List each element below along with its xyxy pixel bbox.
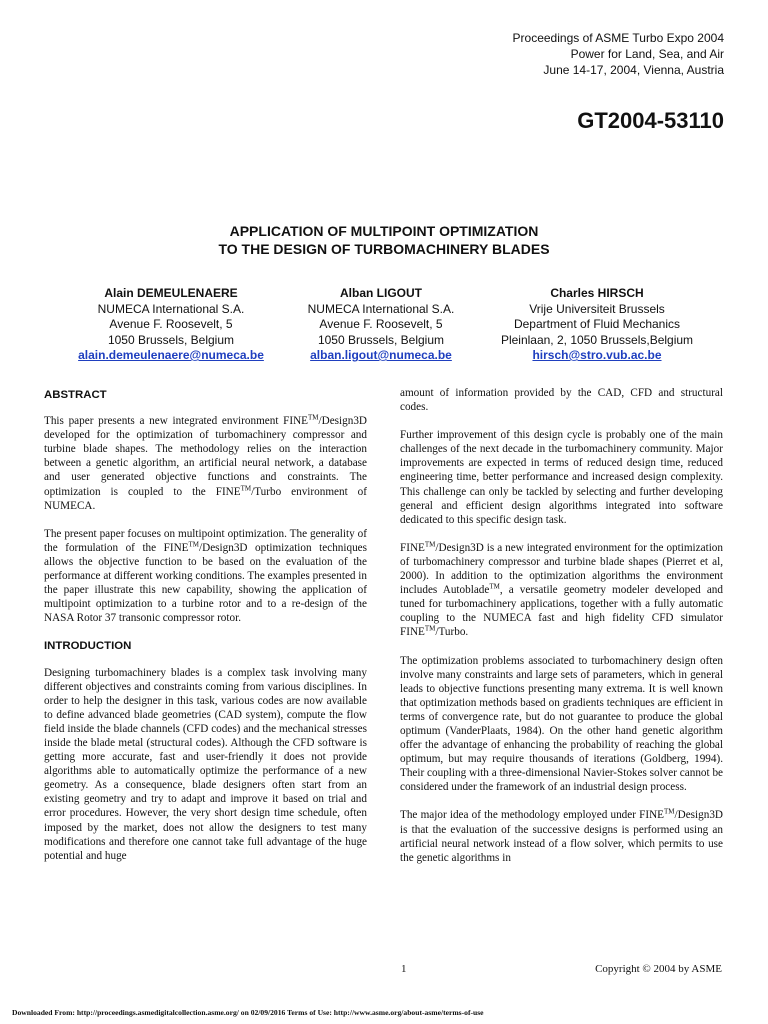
author-address: Department of Fluid Mechanics — [513, 317, 681, 331]
author-block — [266, 286, 496, 364]
body-paragraph: Designing turbomachinery blades is a complex task involving many different objectives and constraints coming from various disciplines. In order to help the designer in this task, various codes are now available to define advanced blade geometries (CAD system), compute the flow field inside the blade channels (CFD codes) and the mechanical stresses inside the blade metal (structural codes). Although the CFD software is getting more accurate, fast and user-friendly it does not provide algorithms able to automatically optimize the performance of a new geometry. As a consequence, blade designers often start from an existing geometry and try to adapt and improve it based on trial and error procedures. However, the very short design time schedule, often imposed by the market, does not allow the designers to test many modifications and therefore one cannot take full advantage of the huge potential and huge — [44, 666, 367, 862]
body-paragraph: FINE™/Design3D is a new integrated environment for the optimization of turbomachinery compressor and turbine blade shapes (Pierret et al, 2000). In addition to the optimization algorithms the environment includes Autoblade™, a versatile geometry modeler developed and tuned for turbomachinery applications, together with a fully automatic coupling to the NUMECA fast and high fidelity CFD simulator FINE™/Turbo. — [400, 540, 723, 639]
body-paragraph: amount of information provided by the CAD, CFD and structural codes. — [400, 387, 723, 414]
author-address: Avenue F. Roosevelt, 5 — [319, 317, 443, 331]
author-name: Charles HIRSCH — [550, 286, 644, 300]
author-block — [56, 286, 286, 364]
conference-subtitle: Power for Land, Sea, and Air — [570, 47, 724, 61]
author-block — [482, 286, 712, 364]
abstract-paragraph: The present paper focuses on multipoint optimization. The generality of the formulation of the FINE™/Design3D optimization techniques allows the objective function to be based on the evaluation of the performance at different working conditions. The examples presented in the paper illustrate this new capability, showing the application of multipoint optimization to a turbine rotor and to a re-design of the NASA Rotor 37 transonic compressor rotor. — [44, 527, 367, 625]
right-column — [400, 386, 723, 879]
copyright-notice: Copyright © 2004 by ASME — [595, 963, 722, 975]
title-line-1: APPLICATION OF MULTIPOINT OPTIMIZATION — [229, 223, 539, 239]
author-email-link[interactable]: alain.demeulenaere@numeca.be — [78, 348, 264, 362]
abstract-heading: ABSTRACT — [44, 389, 107, 401]
download-notice: Downloaded From: http://proceedings.asmedigitalcollection.asme.org/ on 02/09/2016 Terms of Use: http://www.asme.org/about-asme/terms-of-use — [12, 1008, 484, 1017]
introduction-heading: INTRODUCTION — [44, 640, 132, 653]
page-number: 1 — [401, 963, 407, 975]
paper-id: GT2004-53110 — [577, 108, 724, 133]
conference-date-place: June 14-17, 2004, Vienna, Austria — [543, 63, 724, 77]
author-address: Avenue F. Roosevelt, 5 — [109, 317, 233, 331]
author-name: Alain DEMEULENAERE — [104, 286, 238, 300]
author-city: Pleinlaan, 2, 1050 Brussels,Belgium — [500, 332, 694, 347]
body-paragraph: The major idea of the methodology employed under FINE™/Design3D is that the evaluation of the successive designs is performed using an artificial neural network instead of a flow solver, which permits to use the genetic algorithms in — [400, 807, 723, 864]
author-affiliation: NUMECA International S.A. — [97, 301, 245, 316]
author-affiliation: NUMECA International S.A. — [307, 301, 455, 316]
body-paragraph: The optimization problems associated to turbomachinery design often involve many constraints and large sets of parameters, which in general leads to objective functions presenting many extrema. It is well known that optimization methods based on gradients techniques are efficient in terms of convergence rate, but do not guarantee to produce the global optimum (VanderPlaats, 1984). On the other hand genetic algorithm offer the advantage of enhancing the probability of reaching the global optimum, but may require thousands of iterations (Goldberg, 1994). Their coupling with a three-dimensional Navier-Stokes solver cannot be considered under the framework of an industrial design process. — [400, 654, 723, 794]
author-email-link[interactable]: hirsch@stro.vub.ac.be — [532, 348, 662, 362]
abstract-paragraph: This paper presents a new integrated environment FINE™/Design3D developed for the optimization of turbomachinery compressor and turbine blade shapes. The methodology relies on the interaction between a genetic algorithm, an artificial neural network, a database and user generated objective functions and constraints. The optimization is coupled to the FINE™/Turbo environment of NUMECA. — [44, 413, 368, 512]
left-column — [44, 386, 367, 877]
author-name: Alban LIGOUT — [340, 286, 422, 300]
paper-title — [0, 222, 768, 258]
title-line-2: TO THE DESIGN OF TURBOMACHINERY BLADES — [218, 241, 550, 257]
body-paragraph: Further improvement of this design cycle is probably one of the main challenges of the next decade in the turbomachinery community. Major improvements are expected in terms of reduced design time, reduced engineering time, better performance and increased design complexity. This challenge can only be tackled by selecting and further developing general and efficient design algorithms integrated into software dedicated to this specific design task. — [400, 429, 723, 526]
conference-header — [513, 30, 724, 78]
author-city: 1050 Brussels, Belgium — [317, 332, 445, 347]
author-affiliation: Vrije Universiteit Brussels — [529, 301, 665, 316]
author-email-link[interactable]: alban.ligout@numeca.be — [310, 348, 452, 362]
conference-name: Proceedings of ASME Turbo Expo 2004 — [512, 31, 724, 45]
author-city: 1050 Brussels, Belgium — [107, 332, 235, 347]
